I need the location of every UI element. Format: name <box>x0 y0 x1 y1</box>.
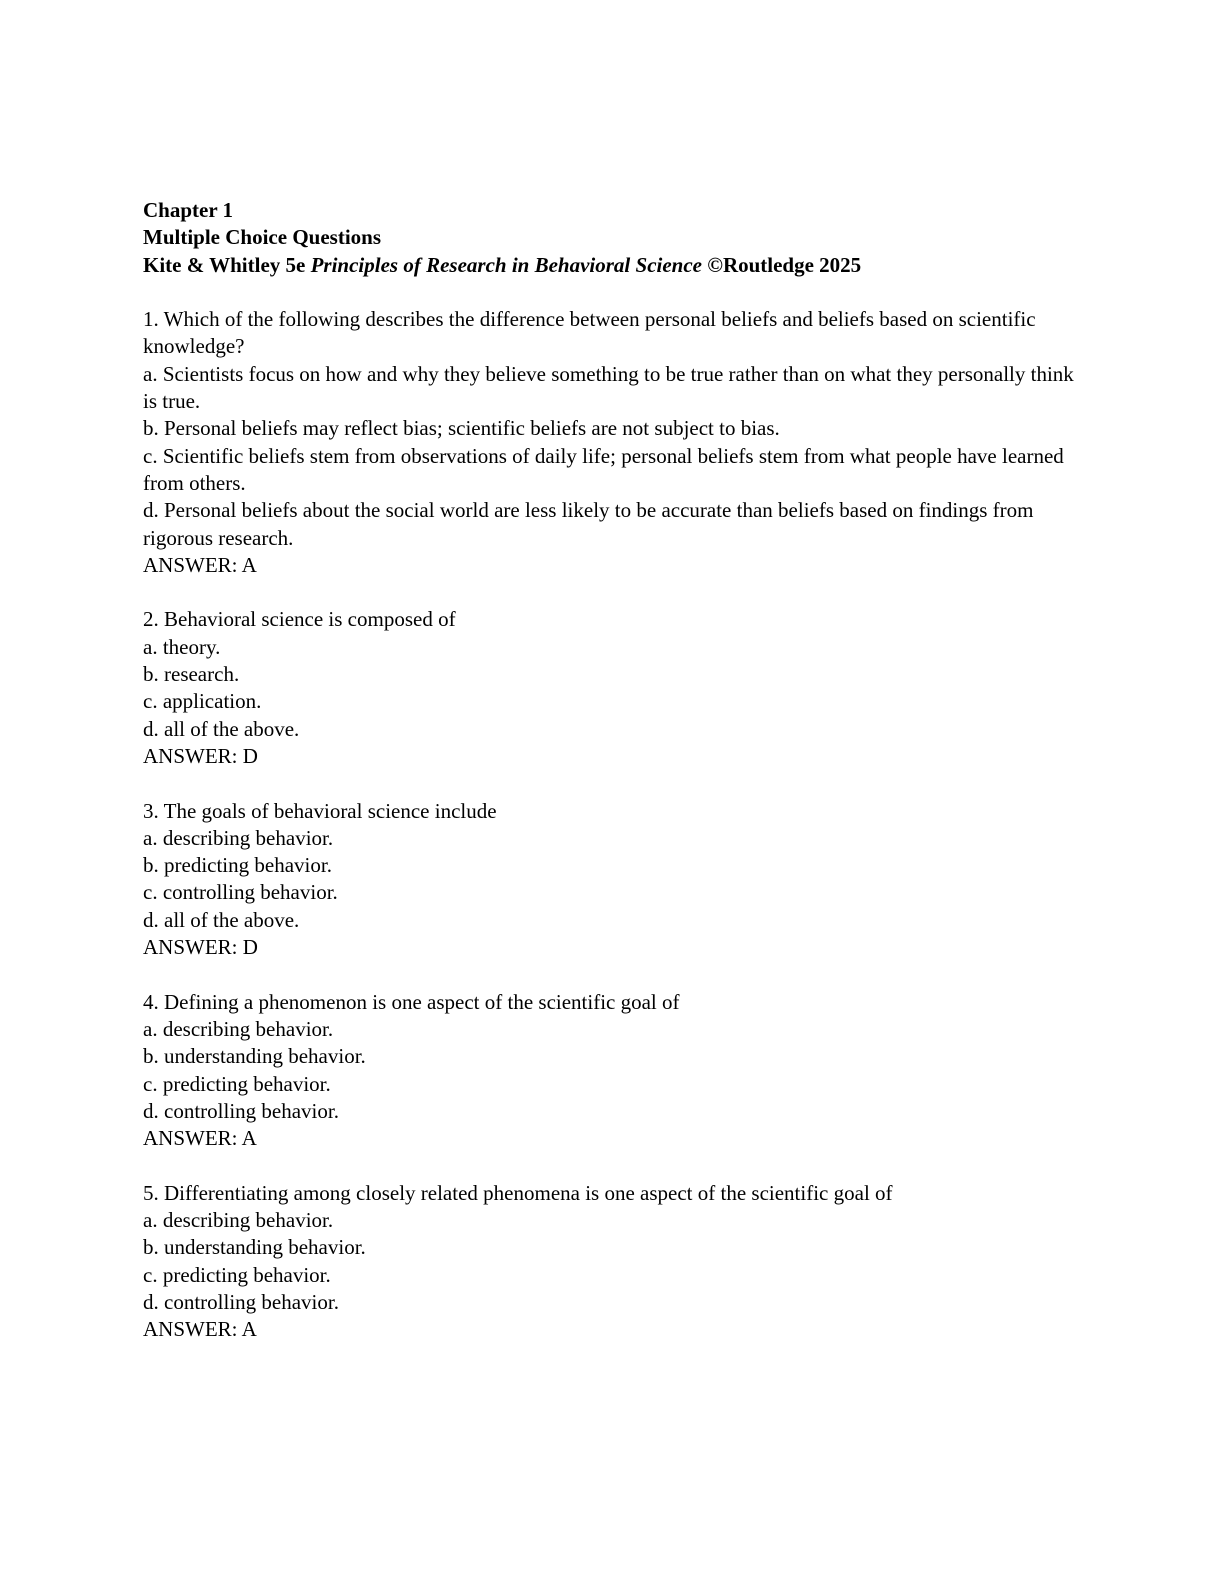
option-d: d. Personal beliefs about the social world are less likely to be accurate than beliefs based on findings from rigorous research. <box>143 498 1034 550</box>
answer-key: ANSWER: D <box>143 935 258 960</box>
answer-key: ANSWER: A <box>143 1126 257 1151</box>
option-c: c. predicting behavior. <box>143 1071 331 1096</box>
option-a: a. Scientists focus on how and why they believe something to be true rather than on what they personally think is true. <box>143 361 1074 414</box>
question-5 <box>143 1180 1083 1344</box>
option-c: c. application. <box>143 689 262 714</box>
question-text: 5. Differentiating among closely related phenomena is one aspect of the scientific goal of <box>143 1180 893 1205</box>
option-d: d. all of the above. <box>143 907 300 932</box>
option-c: c. controlling behavior. <box>143 880 338 905</box>
book-author-edition: Kite & Whitley 5e <box>143 252 311 277</box>
option-b: b. understanding behavior. <box>143 1235 366 1260</box>
option-c: c. predicting behavior. <box>143 1262 331 1287</box>
option-a: a. describing behavior. <box>143 1207 334 1232</box>
document-header <box>143 197 1083 279</box>
document-page <box>143 197 1083 1343</box>
question-2 <box>143 606 1083 770</box>
book-citation <box>143 252 1083 279</box>
book-title: Principles of Research in Behavioral Science <box>310 252 702 277</box>
question-text: 2. Behavioral science is composed of <box>143 607 456 632</box>
answer-key: ANSWER: A <box>143 552 257 577</box>
option-d: d. all of the above. <box>143 716 300 741</box>
option-d: d. controlling behavior. <box>143 1289 339 1314</box>
book-publisher: ©Routledge 2025 <box>702 252 862 277</box>
option-a: a. describing behavior. <box>143 825 334 850</box>
option-c: c. Scientific beliefs stem from observations of daily life; personal beliefs stem from what people have learned from others. <box>143 443 1064 495</box>
option-b: b. understanding behavior. <box>143 1044 366 1069</box>
option-b: b. Personal beliefs may reflect bias; scientific beliefs are not subject to bias. <box>143 416 780 441</box>
option-a: a. theory. <box>143 634 221 659</box>
question-text: 1. Which of the following describes the difference between personal beliefs and beliefs based on scientific knowledge? <box>143 307 1036 359</box>
option-b: b. research. <box>143 662 240 687</box>
question-1 <box>143 306 1083 579</box>
question-3 <box>143 798 1083 962</box>
option-b: b. predicting behavior. <box>143 853 332 878</box>
answer-key: ANSWER: D <box>143 743 258 768</box>
chapter-title: Chapter 1 <box>143 198 234 222</box>
option-a: a. describing behavior. <box>143 1016 334 1041</box>
option-d: d. controlling behavior. <box>143 1098 339 1123</box>
question-text: 3. The goals of behavioral science include <box>143 798 497 823</box>
question-text: 4. Defining a phenomenon is one aspect of the scientific goal of <box>143 989 680 1014</box>
answer-key: ANSWER: A <box>143 1317 257 1342</box>
question-4 <box>143 989 1083 1153</box>
section-subtitle: Multiple Choice Questions <box>143 225 382 250</box>
